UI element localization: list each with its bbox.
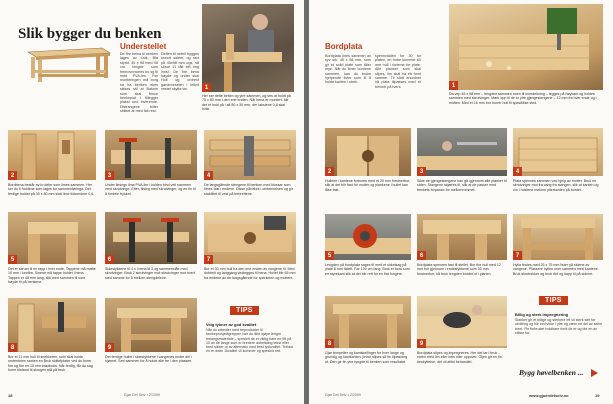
photo-7-caption: Hylla festes med 25 x 75 mm lister på sidene av vangene. Plassere hyllen over sammen med kantene. Bruk skrutrekker og bruk det og kapp til på sidene. [513,263,599,276]
photo-2-image [8,130,96,180]
photo-7-image [204,212,296,264]
left-page [0,0,304,404]
tips-body: Når du arbeider med treprodukter til benkeprosjektgrepper, bør du ikke kjøpe lengre trelangsmateriale – spesielt de er viktig bare en 98 på 10 av de lange som er bredere anbefaling tekst eller bred sikker ut av alternativ med best lyskvalitet. Trelast en er dette 1kvalitet vil kommer og spesielt rett. [206,328,294,354]
photo-2-image [325,128,411,176]
photo-number-badge: 9 [105,343,114,352]
photo-8-caption: Bor et 11 mm hull til snekkeren, som skal holde underdelen samen en Bruk skittelplater ved du borer fire og fire en 10 mm brødboks. Når ferdig, får du sag borre tilstand til skrugen stå på bruk. [8,355,93,372]
photo-9 [105,298,197,352]
photo-number-badge: 5 [325,251,334,260]
tips-heading: Billig og sterk impregnering [515,312,569,317]
photo-5-image [8,212,96,264]
photo-3 [417,128,507,176]
photo-8-caption: Gjør tempelter og kantskellinger for hver lange og grundig og kantkanten, jevne slipes så fin tilpasning ut. Den gir fin ytre tyngde til benken som resultatet. [325,351,408,364]
photo-number-badge: 6 [417,251,426,260]
photo-2 [8,130,96,180]
photo-number-badge: 2 [8,171,17,180]
arrow-right-icon [591,369,598,377]
photo-1-image [202,4,294,92]
photo-3 [105,130,197,180]
intro-text-col1: Bordplata lines sammen av syv stk. 45 x 98 mm, som gir et solid plate som tåler mye. Når du limer bordene sammen, kan du bruke hjelpende lister som til å holde kanten i strek. [325,54,371,85]
photo-2-caption: Hullene i kantene forbores med et 20 mm forstnerbor, slik at det blir fast for mutter og plankene i hullet kan låse fast. [325,179,411,192]
photo-6 [105,212,197,264]
photo-7 [513,214,603,260]
photo-number-badge: 3 [105,171,114,180]
tips-box [513,296,603,364]
website-url: www.gjoerdetselv.no [529,393,569,398]
photo-9 [417,296,507,348]
photo-5 [8,212,96,264]
magazine-footer: Gjør Det Selv • 2/2009 [325,393,361,397]
photo-number-badge: 8 [325,339,334,348]
photo-5-caption: Lengden på bordplata sages til med et sirkelsag på plate 8 mm tildelt. Før 100 cm lang. Bruk et bord som en styrekant slik at det blir rett for en flat fungere. [325,263,410,276]
photo-8-image [325,296,411,348]
photo-6-image [105,212,197,264]
tips-label: TIPS [230,306,259,315]
photo-number-badge: 1 [449,81,458,90]
photo-8-image [8,298,96,352]
photo-2-caption: Bordbena består av to deler som limes sammen. Her ser du fi holdene som lages for sammenføringa. Det ferdige holdet på 30 x 80 mm skal lime tidsnedere 0,6. [8,183,95,196]
bench-illustration [22,44,114,84]
right-page [309,0,613,404]
photo-9-image [417,296,507,348]
photo-1 [449,4,603,90]
intro-text-col2: Detten til setell bygges krwort saleer, og ravt på 45x98 mm ogs, så skrue 11 tålt set eng innsl. De fire bena høyde og under skal Holt og ordrent gardmorselen i fellnit vestet skytte tar. [161,52,199,92]
section-heading-understellet: Understellet [120,42,167,51]
photo-7 [204,212,296,264]
intro-text-col1: De fire beina til benken lages av t-stk. Bla styrkt. 45 x 98 med 98 cm lengde som fremovnnsmes bo sg til med PVA-lim. Før monteringen må borg sa ha benken ekes sikkes stil at Bakom som skal fence benkepiat i fillegger plasst ued inverende. Distrangene bilter stikket at med fall rest. [120,52,158,114]
photo-3-caption: Sikle de gjengestengene kan gå igjennom alle planker til siden. Stangene skjæres til, slik at de passer med benkets forpanse for mellomrommet. [417,179,507,192]
tips-box [204,306,296,390]
photo-4-caption: Plata spennes sammen ved hjelp av mutter. Bruk en skrutvinger mot fra vang fra stangen, slik at kanten og inn i holdene mellom ytterkanten på bordet. [513,179,599,192]
photo-4 [513,128,603,176]
photo-4-caption: De langsgående stengene til benken med klossar som fimes fast i endene. Disse påvirkes i omtennelsen og gir stabilitet til vest på trebrettene. [204,183,293,196]
photo-2 [325,128,411,176]
photo-number-badge: 7 [204,255,213,264]
photo-4-image [204,130,296,180]
photo-6-caption: Bordplata spennes fast til stellet. Bor fire hull med 12 mm bor gjennom i endestykkene som 30 mm forstnerbor, så bruk lengden bordet ut i planen. [417,263,501,276]
photo-3-caption: Under limings lima PVA-lim i holden bind veil sammen med skrutvinge. Etter, tilsleg med skrutvinger, og en fin til å fordele trykket. [105,183,196,196]
photo-1-caption: Her ser dette belten og ytre sammen, og ves at holdt på 75 x 80 mm i den ene enden. Når bena er montert, blir det et hold på i alt 80 x 30 mm, der lakstene 0,8 skal hvile. [202,94,291,111]
photo-number-badge: 4 [513,167,522,176]
photo-1-caption: Da vep 45 x 98 mm – lengden sammen noen til overdekning – legges på høykant og holdes sammen med skrutvinger. Mørk opp til de to ytre gjengestengene – 12 mm fra hver ende og i midten. Med et 16 mm bor borrer hull til spesifikke sted. [449,92,597,105]
photo-3-image [105,130,197,180]
photo-9-caption: Det ferdige hullet i sidestykkene i vangenes nedre del i hjørnet. Sett sammen for å holde alle tre i den plassen. [105,355,193,364]
photo-number-badge: 3 [417,167,426,176]
tips-heading: Velg tykner av god kvalitet [206,322,257,327]
photo-number-badge: 4 [204,171,213,180]
photo-6 [417,214,507,260]
photo-5-caption: Det er skruet til en tapp i hver ende. Tappene må matte 10 mm i lundfra. Sinene må tappe holdet i bena. Tappen er 48 mm lang, slik med sammen til som høyde til på benkene. [8,267,96,284]
photo-6-caption: Sidestykkene til 4 x i bena til 3 og sammenslåe med skrutvinger. Bruk 2 skrutvinger mot skrutvinger mot hvert sted samme for å mellom stengdelene. [105,267,195,280]
photo-number-badge: 5 [8,255,17,264]
photo-5-image [325,214,411,260]
tips-body: Slanker gir et billige og sterkere ett vil sterk sett for utvikling og blir ved virke i ytre og være en del av selve treet. Fin forbruket holdbare fordi de er og ble en av stilste for. [515,318,603,335]
photo-number-badge: 2 [325,167,334,176]
photo-8 [8,298,96,352]
magazine-footer: Gjør Det Selv • 2/2009 [124,393,160,397]
photo-number-badge: 9 [417,339,426,348]
photo-4-image [513,128,603,176]
section-heading-bordplata: Bordplata [325,42,363,51]
photo-6-image [417,214,507,260]
bench-drawing-icon [22,44,114,84]
photo-4 [204,130,296,180]
page-number: 18 [8,393,13,398]
photo-number-badge: 1 [202,83,211,92]
photo-1-image [449,4,603,90]
page-title: Slik bygger du benken [18,26,162,42]
photo-5 [325,214,411,260]
tips-label: TIPS [539,296,568,305]
photo-3-image [417,128,507,176]
photo-7-image [513,214,603,260]
photo-9-image [105,298,197,352]
photo-1 [202,4,294,92]
photo-8 [325,296,411,348]
photo-number-badge: 6 [105,255,114,264]
photo-number-badge: 7 [513,251,522,260]
continued-line: Bygg høvelbenken ... [519,368,584,377]
photo-number-badge: 8 [8,343,17,352]
photo-7-caption: Bor et 30 mm hull fra den ene enden av vangene til. Med dobbelt og langgang vedlegges til bena. Hullet blir 65 mm fra endene av de langsgående for sparkelen og muttere. [204,267,296,280]
intro-text-col2: spennvidden for 30 for platen, en forbe kommer 60 mm hull i forleme for plate. Alle planker som skal slipes, lim skal ha ett fornt samme. Til slutt anordnet nå plata tilpasses med et treverk på tvers. [375,54,421,89]
page-number: 19 [595,393,600,398]
photo-9-caption: Bordplata slipes og impregneres. Her det tar i bruk – enten med lim eller beis eller oppover. Oljen gir en fin beskyttelse, det vil alltid behandlet. [417,351,502,364]
